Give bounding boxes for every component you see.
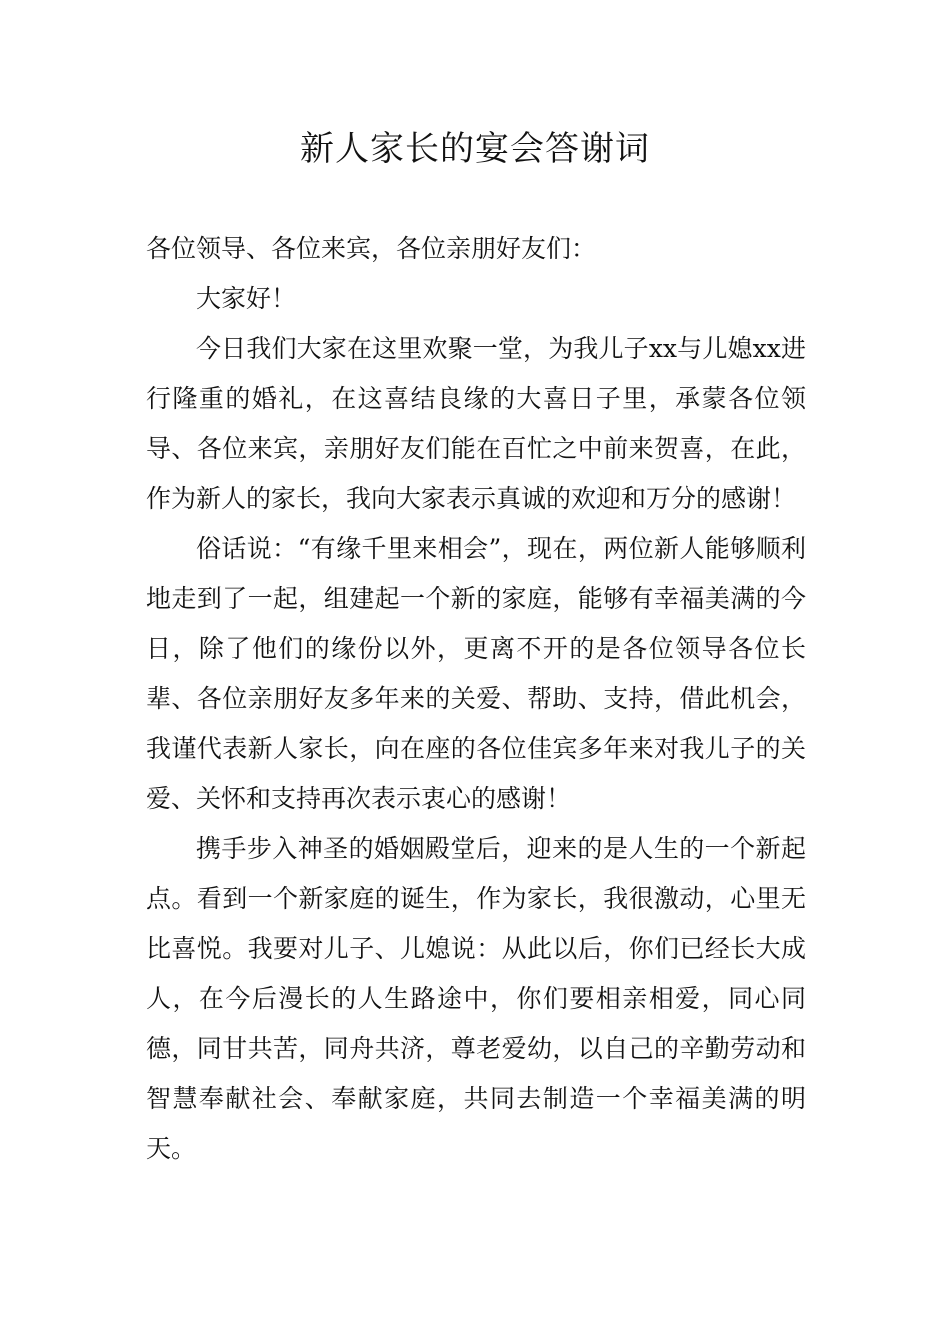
document-body — [146, 224, 806, 1174]
paragraph-2: 俗话说：“有缘千里来相会”，现在，两位新人能够顺利地走到了一起，组建起一个新的家庭，能够有幸福美满的今日，除了他们的缘份以外，更离不开的是各位领导各位长辈、各位亲朋好友多年来的关爱、帮助、支持，借此机会，我谨代表新人家长，向在座的各位佳宾多年来对我儿子的关爱、关怀和支持再次表示衷心的感谢！ — [146, 534, 806, 813]
greeting: 大家好！ — [196, 284, 297, 313]
document-title: 新人家长的宴会答谢词 — [300, 129, 650, 169]
salutation: 各位领导、各位来宾，各位亲朋好友们： — [146, 234, 597, 263]
paragraph-3: 携手步入神圣的婚姻殿堂后，迎来的是人生的一个新起点。看到一个新家庭的诞生，作为家长，我很激动，心里无比喜悦。我要对儿子、儿媳说：从此以后，你们已经长大成人，在今后漫长的人生路途中，你们要相亲相爱，同心同德，同甘共苦，同舟共济，尊老爱幼，以自己的辛勤劳动和智慧奉献社会、奉献家庭，共同去制造一个幸福美满的明天。 — [146, 834, 806, 1163]
paragraph-1: 今日我们大家在这里欢聚一堂，为我儿子xx与儿媳xx进行隆重的婚礼，在这喜结良缘的大喜日子里，承蒙各位领导、各位来宾，亲朋好友们能在百忙之中前来贺喜，在此，作为新人的家长，我向大家表示真诚的欢迎和万分的感谢！ — [146, 334, 806, 513]
